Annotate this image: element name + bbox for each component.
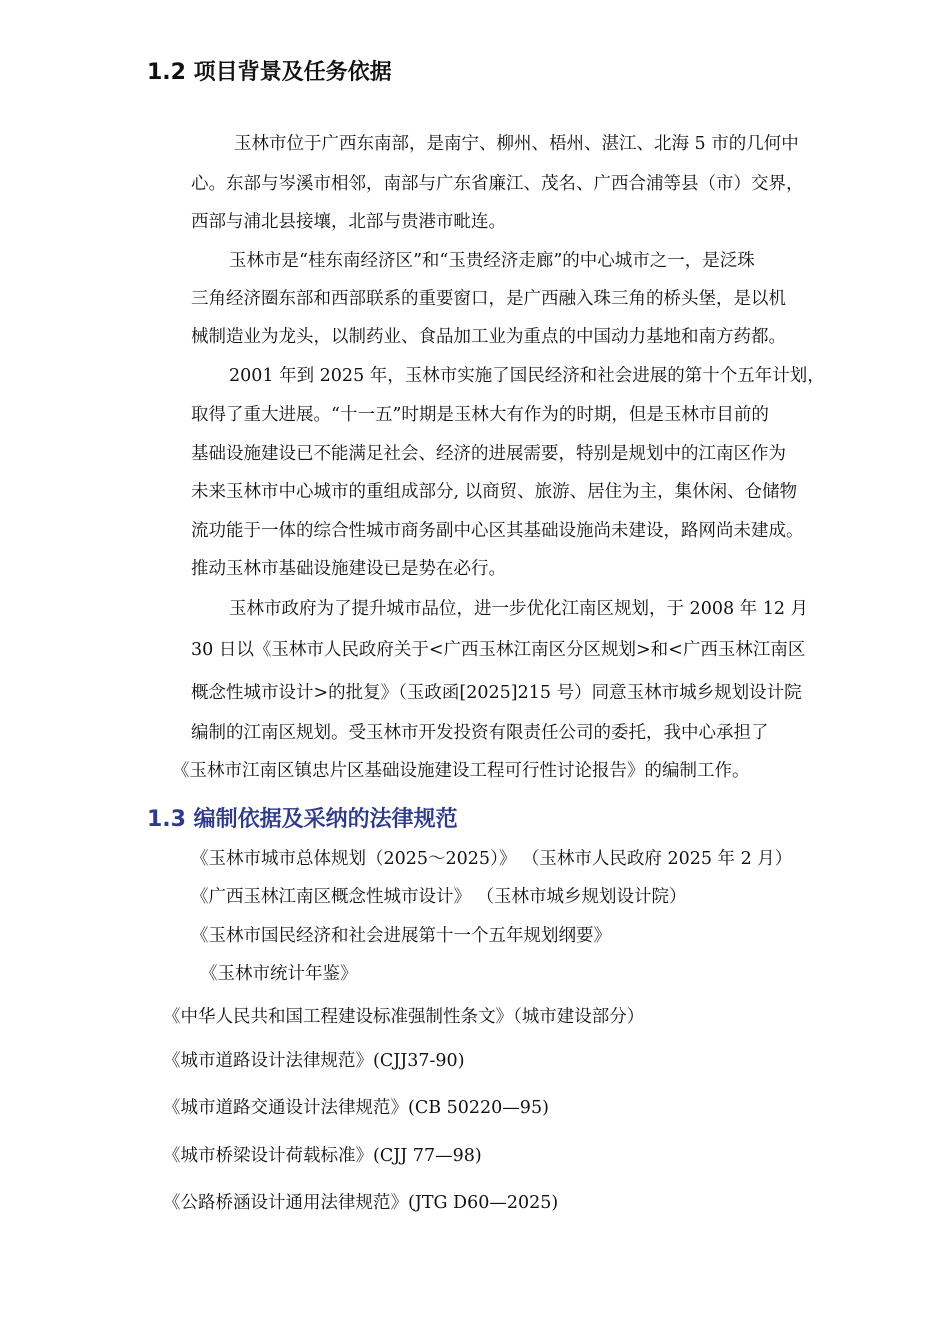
paragraph-line: 推动玉林市基础设施建设已是势在必行。 [191, 559, 506, 579]
paragraph-line: 西部与浦北县接壤，北部与贵港市毗连。 [191, 212, 506, 232]
paragraph-line: 心。东部与岑溪市相邻，南部与广东省廉江、茂名、广西合浦等县（市）交界， [191, 174, 804, 194]
paragraph-line: 未来玉林市中心城市的重组成部分, 以商贸、旅游、居住为主，集休闲、仓储物 [191, 482, 798, 502]
reference-item: 《城市桥梁设计荷载标准》(CJJ 77—98) [163, 1146, 482, 1166]
paragraph-line: 三角经济圈东部和西部联系的重要窗口，是广西融入珠三角的桥头堡，是以机 [191, 289, 786, 309]
paragraph-line: 玉林市政府为了提升城市品位，进一步优化江南区规划，于 2008 年 12 月 [229, 599, 809, 619]
reference-item: 《玉林市国民经济和社会进展第十一个五年规划纲要》 [191, 926, 611, 946]
reference-item: 《玉林市统计年鉴》 [200, 964, 358, 984]
paragraph-line: 编制的江南区规划。受玉林市开发投资有限责任公司的委托，我中心承担了 [191, 723, 769, 743]
paragraph-line: 械制造业为龙头，以制药业、食品加工业为重点的中国动力基地和南方药都。 [191, 327, 786, 347]
reference-item: 《城市道路设计法律规范》(CJJ37-90) [163, 1051, 465, 1071]
paragraph-line: 基础设施建设已不能满足社会、经济的进展需要，特别是规划中的江南区作为 [191, 444, 786, 464]
reference-item: 《广西玉林江南区概念性城市设计》 （玉林市城乡规划设计院） [191, 887, 687, 907]
paragraph-line: 《玉林市江南区镇忠片区基础设施建设工程可行性讨论报告》的编制工作。 [172, 761, 750, 781]
paragraph-line: 玉林市位于广西东南部，是南宁、柳州、梧州、湛江、北海 5 市的几何中 [234, 134, 799, 154]
paragraph-line: 2001 年到 2025 年，玉林市实施了国民经济和社会进展的第十个五年计划， [229, 366, 825, 386]
paragraph-line: 30 日以《玉林市人民政府关于<广西玉林江南区分区规划>和<广西玉林江南区 [191, 640, 806, 660]
reference-item: 《公路桥涵设计通用法律规范》(JTG D60—2025) [163, 1193, 559, 1213]
paragraph-line: 取得了重大进展。“十一五”时期是玉林大有作为的时期，但是玉林市目前的 [191, 405, 769, 425]
reference-item: 《城市道路交通设计法律规范》(CB 50220—95) [163, 1098, 549, 1118]
section-heading-1-2: 1.2 项目背景及任务依据 [147, 60, 392, 85]
reference-item: 《玉林市城市总体规划（2025～2025）》 （玉林市人民政府 2025 年 2 月） [191, 849, 793, 869]
reference-item: 《中华人民共和国工程建设标准强制性条文》（城市建设部分） [163, 1007, 645, 1027]
section-heading-1-3: 1.3 编制依据及采纳的法律规范 [147, 807, 458, 832]
paragraph-line: 流功能于一体的综合性城市商务副中心区其基础设施尚未建设，路网尚未建成。 [191, 521, 804, 541]
paragraph-line: 玉林市是“桂东南经济区”和“玉贵经济走廊”的中心城市之一，是泛珠 [229, 251, 755, 271]
paragraph-line: 概念性城市设计>的批复》（玉政函[2025]215 号）同意玉林市城乡规划设计院 [191, 683, 802, 703]
